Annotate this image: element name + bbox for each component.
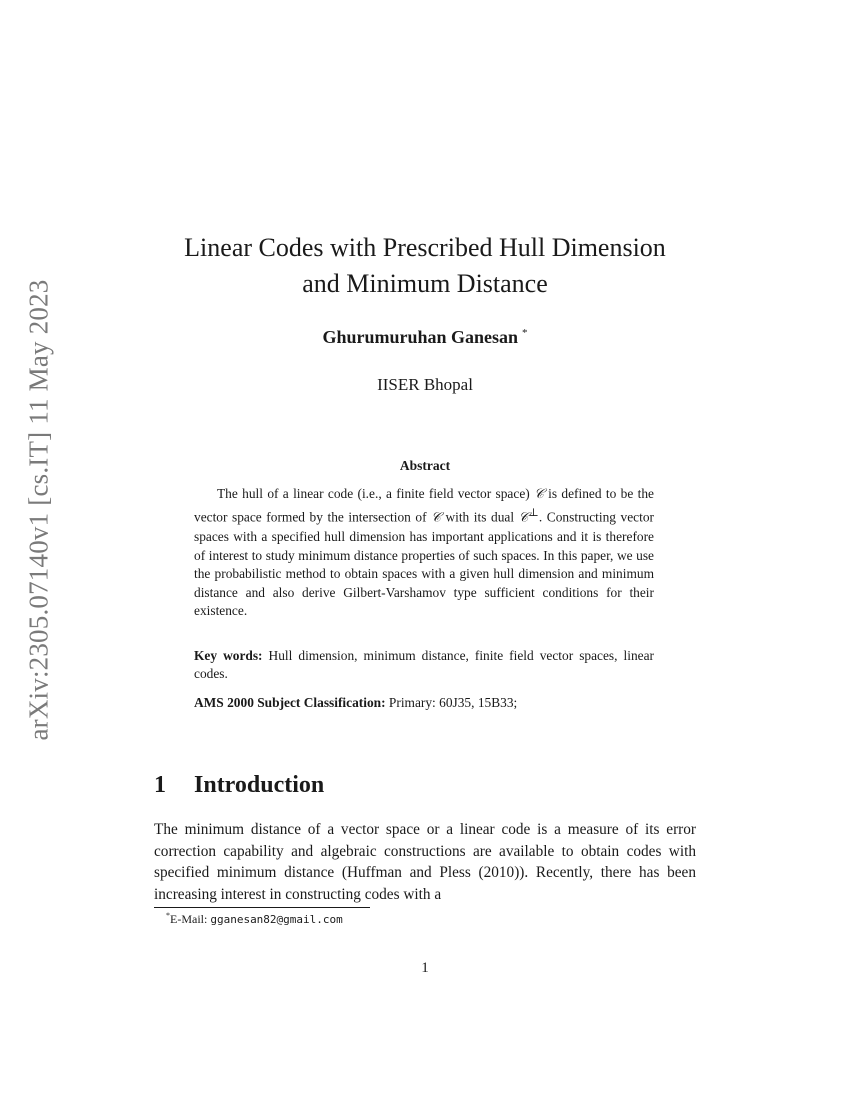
perp-symbol: ⊥ bbox=[528, 507, 539, 520]
author-footnote-mark[interactable]: * bbox=[522, 327, 528, 339]
footnote-label: E-Mail: bbox=[170, 912, 211, 926]
keywords-label: Key words: bbox=[194, 648, 263, 663]
footnote-rule bbox=[154, 907, 370, 908]
abstract-heading: Abstract bbox=[399, 458, 451, 473]
title-line-1: Linear Codes with Prescribed Hull Dimension bbox=[184, 233, 666, 262]
author bbox=[0, 327, 850, 348]
paper-title bbox=[0, 230, 850, 302]
section-heading-introduction bbox=[154, 772, 324, 799]
affiliation: IISER Bhopal bbox=[377, 375, 473, 394]
author-name: Ghurumuruhan Ganesan bbox=[322, 327, 519, 347]
keywords-text: Hull dimension, minimum distance, finite field vector spaces, linear codes. bbox=[194, 648, 654, 682]
section-number: 1 bbox=[154, 772, 166, 798]
ams-label: AMS 2000 Subject Classification: bbox=[194, 695, 386, 710]
ams-text: Primary: 60J35, 15B33; bbox=[388, 695, 518, 710]
page-number: 1 bbox=[421, 960, 429, 976]
ams-classification bbox=[194, 694, 654, 712]
footnote bbox=[166, 911, 343, 927]
code-symbol: 𝒞 bbox=[518, 510, 529, 526]
code-symbol: 𝒞 bbox=[534, 487, 544, 502]
keywords bbox=[194, 647, 654, 684]
introduction-paragraph: The minimum distance of a vector space or a linear code is a measure of its error correction capability and algebraic constructions are available to obtain codes with specified minimum distance (Huffman and Pless (2010)). Recently, there has been increasing interest in constructing codes with a bbox=[154, 821, 696, 903]
footnote-mark: * bbox=[166, 911, 170, 920]
section-title: Introduction bbox=[194, 772, 325, 798]
abstract-text: The hull of a linear code (i.e., a finite field vector space) 𝒞 is defined to be the vector space formed by the intersection of 𝒞 with its dual 𝒞⊥. Constructing vector spaces with a specified hull dimension has important applications and it is therefore of interest to study minimum distance properties of such spaces. In this paper, we use the probabilistic method to obtain spaces with a given hull dimension and minimum distance and also derive Gilbert-Varshamov type sufficient conditions for their existence. bbox=[194, 486, 655, 618]
code-symbol: 𝒞 bbox=[431, 510, 441, 526]
footnote-email-link[interactable]: gganesan82@gmail.com bbox=[210, 913, 343, 926]
arxiv-id: arXiv:2305.07140v1 [cs.IT] 11 May 2023 bbox=[23, 279, 54, 741]
title-line-2: and Minimum Distance bbox=[302, 269, 548, 298]
